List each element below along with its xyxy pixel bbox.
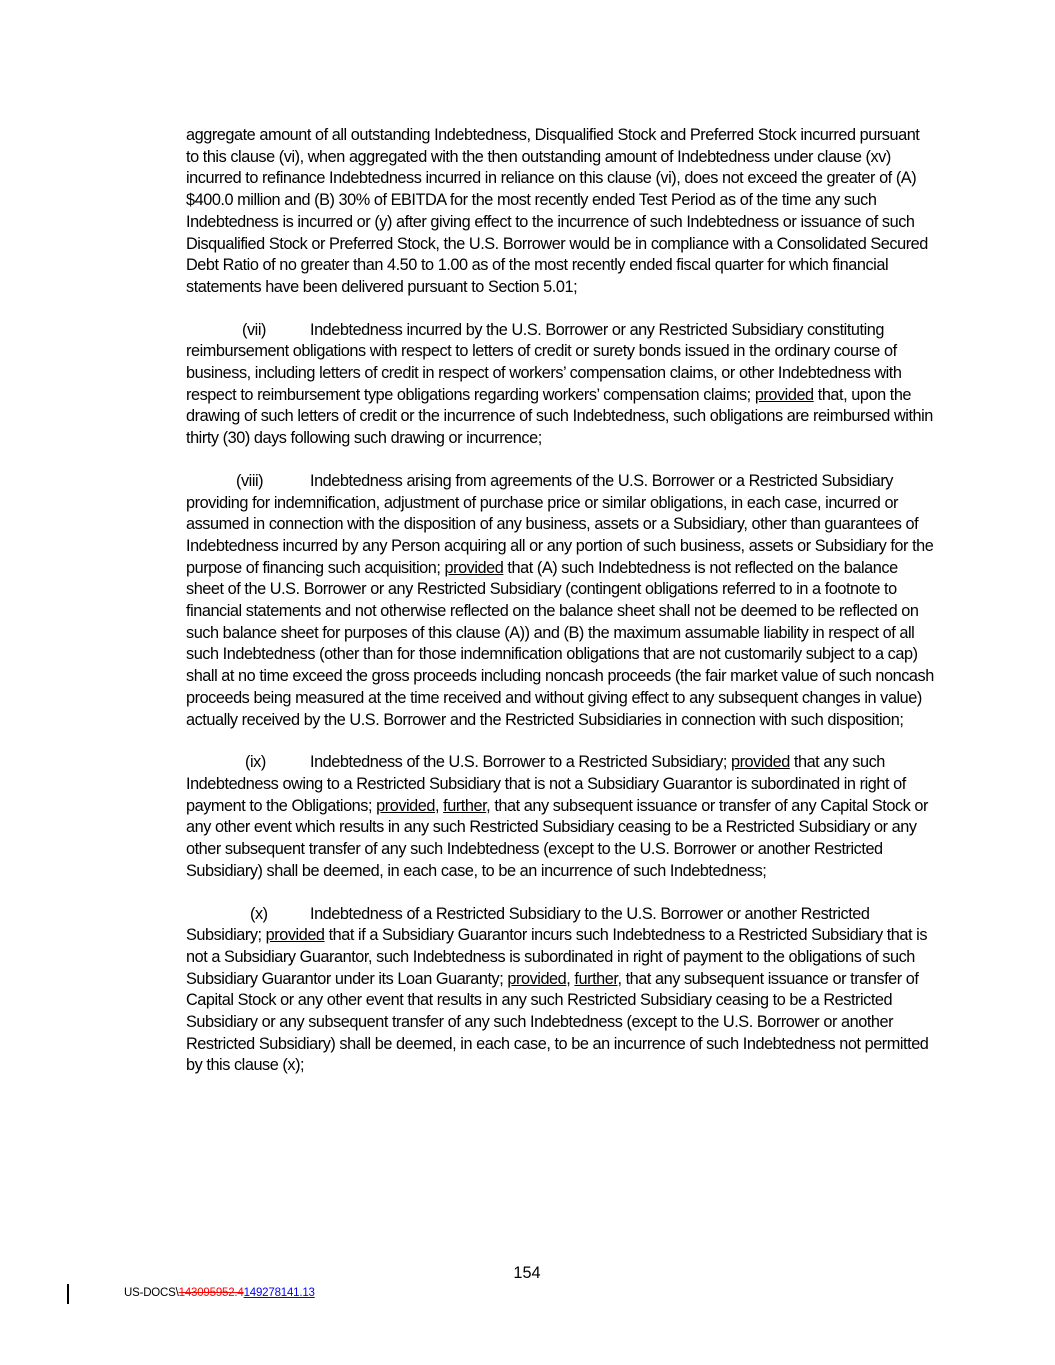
provided-term: provided <box>730 753 790 772</box>
page-number: 154 <box>513 1264 541 1282</box>
paragraph-text: that if a Subsidiary Guarantor incurs such Indebtedness to a Restricted Subsidiary that is not a Subsidiary Guarantor, such Indebtedness is subordinated in right of payment to the obligations of such Subsidiary Guarantor under its Loan Guaranty; <box>186 926 928 988</box>
document-id-footer <box>124 1287 315 1299</box>
provided-term: provided <box>376 796 435 815</box>
paragraph-text: Indebtedness incurred by the U.S. Borrower or any Restricted Subsidiary constituting reimbursement obligations with respect to letters of credit or surety bonds issued in the ordinary course of business, including letters of credit in respect of workers’ compensation claims, or other Indebtedness with respect to reimbursement type obligations regarding workers’ compensation claims; <box>186 320 902 404</box>
paragraph-x <box>186 904 934 1078</box>
clause-number: (viii) <box>236 471 264 490</box>
further-term: further <box>443 796 487 815</box>
change-bar <box>67 1284 69 1304</box>
paragraph-text: that, upon the drawing of such letters of credit or the incurrence of such Indebtedness, such obligations are reimbursed within thirty (30) days following such drawing or incurrence; <box>186 385 933 448</box>
paragraph-text: , <box>566 969 575 988</box>
clause-number: (vii) <box>242 320 266 339</box>
further-term: further <box>574 969 618 988</box>
clause-number: (x) <box>250 904 268 923</box>
paragraph-text: Indebtedness of a Restricted Subsidiary to the U.S. Borrower or another Restricted Subsidiary; <box>186 904 870 945</box>
provided-term: provided <box>754 385 814 404</box>
paragraph-text: Indebtedness arising from agreements of the U.S. Borrower or a Restricted Subsidiary providing for indemnification, adjustment of purchase price or similar obligations, in each case, incurred or assumed in connection with the disposition of any business, assets or a Subsidiary, other than guarantees of Indebtedness incurred by any Person acquiring all or any portion of such business, assets or Subsidiary for the purpose of financing such acquisition; <box>186 471 934 577</box>
paragraph-text: Indebtedness of the U.S. Borrower to a Restricted Subsidiary; <box>310 753 731 772</box>
deleted-doc-id: 143095952.4 <box>178 1287 244 1299</box>
provided-term: provided <box>507 969 567 988</box>
inserted-doc-id: 149278141.13 <box>243 1287 315 1299</box>
paragraph-text: , that any subsequent issuance or transfer of any Capital Stock or any other event which results in any such Restricted Subsidiary ceasing to be a Restricted Subsidiary or any other subsequent transfer of any such Indebtedness (except to the U.S. Borrower or another Restricted Subsidiary) shall be deemed, in each case, to be an incurrence of such Indebtedness; <box>186 796 928 880</box>
provided-term: provided <box>265 926 325 945</box>
document-body <box>186 125 934 1077</box>
paragraph-text: that any such Indebtedness owing to a Restricted Subsidiary that is not a Subsidiary Guarantor is subordinated in right of payment to the Obligations; <box>186 753 906 815</box>
doc-id-prefix: US-DOCS\ <box>124 1287 179 1299</box>
clause-number: (ix) <box>245 753 266 772</box>
paragraph-vii <box>186 320 934 450</box>
paragraph-text: , that any subsequent issuance or transfer of Capital Stock or any other event that results in any such Restricted Subsidiary ceasing to be a Restricted Subsidiary or any subsequent transfer of any such Indebtedness (except to the U.S. Borrower or another Restricted Subsidiary) shall be deemed, in each case, to be an incurrence of such Indebtedness not permitted by this clause (x); <box>186 969 929 1075</box>
paragraph-text: , <box>435 796 444 815</box>
paragraph-ix <box>186 752 934 882</box>
paragraph-vi-continuation: aggregate amount of all outstanding Indebtedness, Disqualified Stock and Preferred Stock incurred pursuant to this clause (vi), when aggregated with the then outstanding amount of Indebtedness under clause (xv) incurred to refinance Indebtedness incurred in reliance on this clause (vi), does not exceed the greater of (A) $400.0 million and (B) 30% of EBITDA for the most recently ended Test Period as of the time any such Indebtedness is incurred or (y) after giving effect to the incurrence of such Indebtedness or issuance of such Disqualified Stock or Preferred Stock, the U.S. Borrower would be in compliance with a Consolidated Secured Debt Ratio of no greater than 4.50 to 1.00 as of the most recently ended fiscal quarter for which financial statements have been delivered pursuant to Section 5.01; <box>186 126 928 296</box>
provided-term: provided <box>444 558 504 577</box>
paragraph-viii <box>186 471 934 731</box>
paragraph-text: that (A) such Indebtedness is not reflected on the balance sheet of the U.S. Borrower or any Restricted Subsidiary (contingent obligations referred to in a footnote to financial statements and not otherwise reflected on the balance sheet shall not be deemed to be reflected on such balance sheet for purposes of this clause (A)) and (B) the maximum assumable liability in respect of all such Indebtedness (other than for those indemnification obligations that are not customarily subject to a cap) shall at no time exceed the gross proceeds including noncash proceeds (the fair market value of such noncash proceeds being measured at the time received and without giving effect to any subsequent changes in value) actually received by the U.S. Borrower and the Restricted Subsidiaries in connection with such disposition; <box>186 558 934 729</box>
